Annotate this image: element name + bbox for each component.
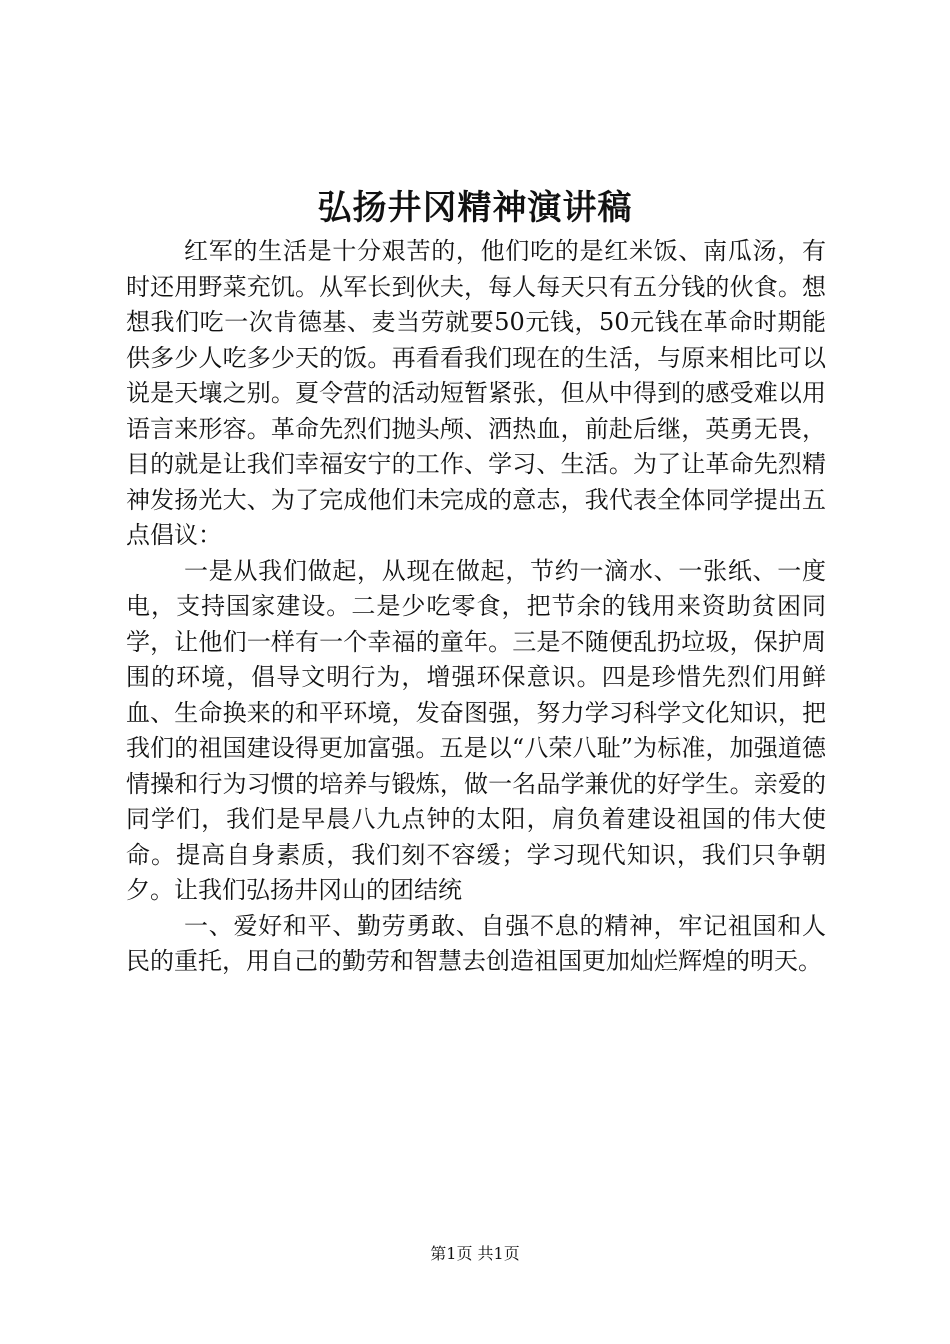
document-body bbox=[126, 234, 826, 980]
page-number: 第1页 bbox=[430, 1244, 473, 1263]
page-total: 共1页 bbox=[477, 1244, 520, 1263]
paragraph-2: 一是从我们做起，从现在做起，节约一滴水、一张纸、一度电，支持国家建设。二是少吃零食，把节余的钱用来资助贫困同学，让他们一样有一个幸福的童年。三是不随便乱扔垃圾，保护周围的环境，倡导文明行为，增强环保意识。四是珍惜先烈们用鲜血、生命换来的和平环境，发奋图强，努力学习科学文化知识，把我们的祖国建设得更加富强。五是以“八荣八耻”为标准，加强道德情操和行为习惯的培养与锻炼，做一名品学兼优的好学生。亲爱的同学们，我们是早晨八九点钟的太阳，肩负着建设祖国的伟大使命。提高自身素质，我们刻不容缓；学习现代知识，我们只争朝夕。让我们弘扬井冈山的团结统 bbox=[126, 556, 826, 904]
page-footer bbox=[0, 1244, 950, 1264]
paragraph-3: 一、爱好和平、勤劳勇敢、自强不息的精神，牢记祖国和人民的重托，用自己的勤劳和智慧去创造祖国更加灿烂辉煌的明天。 bbox=[126, 911, 826, 975]
paragraph-1: 红军的生活是十分艰苦的，他们吃的是红米饭、南瓜汤，有时还用野菜充饥。从军长到伙夫，每人每天只有五分钱的伙食。想想我们吃一次肯德基、麦当劳就要50元钱，50元钱在革命时期能供多少人吃多少天的饭。再看看我们现在的生活，与原来相比可以说是天壤之别。夏令营的活动短暂紧张，但从中得到的感受难以用语言来形容。革命先烈们抛头颅、洒热血，前赴后继，英勇无畏，目的就是让我们幸福安宁的工作、学习、生活。为了让革命先烈精神发扬光大、为了完成他们未完成的意志，我代表全体同学提出五点倡议： bbox=[126, 237, 826, 549]
document-title: 弘扬井冈精神演讲稿 bbox=[317, 188, 633, 228]
